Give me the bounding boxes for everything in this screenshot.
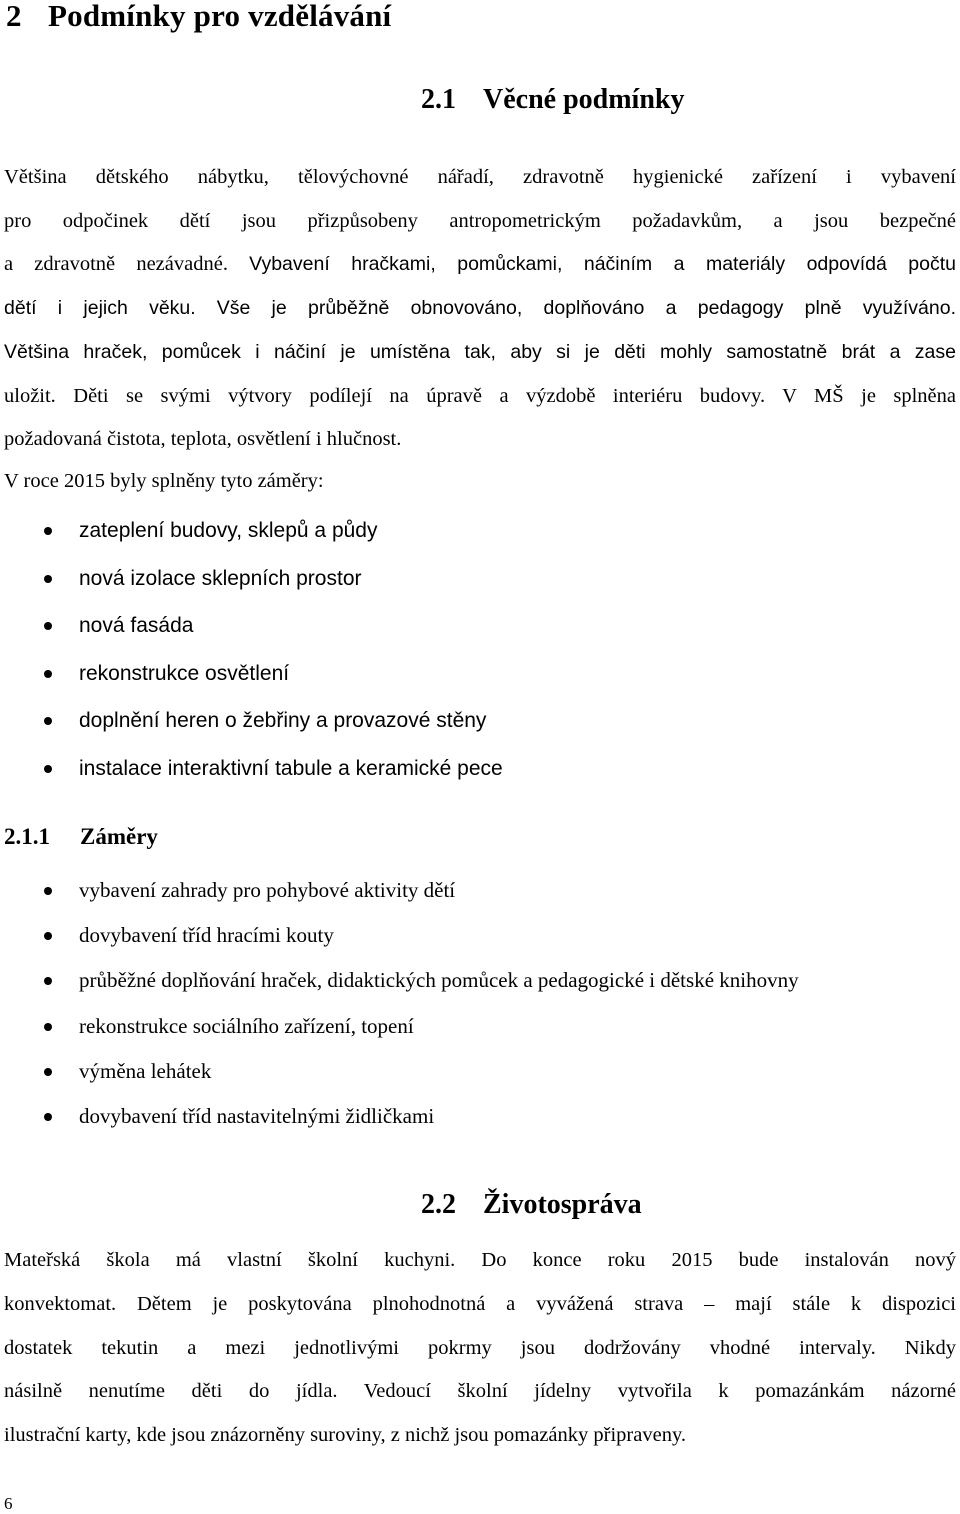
list-item: nová izolace sklepních prostor — [4, 558, 503, 606]
bullet-icon — [44, 575, 52, 583]
bullet-icon — [44, 1113, 52, 1121]
section-number: 2.1 — [421, 84, 456, 115]
paragraph-line: pro odpočinek dětí jsou přizpůsobeny antropometrickým požadavkům, a jsou bezpečné — [4, 210, 956, 232]
section-title: Životospráva — [483, 1189, 642, 1220]
chapter-heading — [6, 0, 391, 34]
list-item: instalace interaktivní tabule a keramické pece — [4, 748, 503, 796]
list-item: dovybavení tříd hracími kouty — [4, 920, 799, 965]
paragraph-line: požadovaná čistota, teplota, osvětlení i hlučnost. — [4, 428, 402, 450]
sentence: Vybavení hračkami, pomůckami, náčiním a materiály odpovídá počtu — [249, 253, 957, 275]
section-title: Věcné podmínky — [483, 84, 685, 115]
list-item: rekonstrukce osvětlení — [4, 653, 503, 701]
sentence: dětí i jejich věku. — [4, 297, 196, 319]
bullet-icon — [44, 622, 52, 630]
paragraph-line: uložit. Děti se svými výtvory podílejí na úpravě a výzdobě interiéru budovy. V MŠ je splněna — [4, 385, 956, 407]
list-item: průběžné doplňování hraček, didaktických pomůcek a pedagogické i dětské knihovny — [4, 965, 799, 1010]
bullet-icon — [44, 977, 52, 985]
list-2015 — [4, 510, 503, 796]
list-intro: V roce 2015 byly splněny tyto záměry: — [4, 470, 324, 492]
list-item: zateplení budovy, sklepů a půdy — [4, 510, 503, 558]
paragraph-line: Většina hraček, pomůcek i náčiní je umístěna tak, aby si je děti mohly samostatně brát a zase — [4, 341, 956, 363]
subsection-number: 2.1.1 — [4, 824, 50, 849]
list-item: vybavení zahrady pro pohybové aktivity dětí — [4, 875, 799, 920]
bullet-icon — [44, 765, 52, 773]
chapter-title: Podmínky pro vzdělávání — [48, 0, 392, 33]
section-heading-2-1 — [421, 84, 684, 116]
chapter-number: 2 — [6, 0, 22, 33]
bullet-icon — [44, 887, 52, 895]
paragraph-line: ilustrační karty, kde jsou znázorněny suroviny, z nichž jsou pomazánky připraveny. — [4, 1424, 686, 1446]
paragraph-line: Mateřská škola má vlastní školní kuchyni. Do konce roku 2015 bude instalován nový — [4, 1249, 956, 1271]
bullet-icon — [44, 717, 52, 725]
section-number: 2.2 — [421, 1189, 456, 1220]
bullet-icon — [44, 670, 52, 678]
list-item: nová fasáda — [4, 605, 503, 653]
paragraph-line — [4, 297, 956, 320]
page-number: 6 — [4, 1494, 13, 1513]
bullet-icon — [44, 1068, 52, 1076]
bullet-icon — [44, 932, 52, 940]
section-heading-2-2 — [421, 1189, 642, 1221]
paragraph-line: konvektomat. Dětem je poskytována plnohodnotná a vyvážená strava – mají stále k dispozici — [4, 1293, 956, 1315]
list-item: výměna lehátek — [4, 1056, 799, 1101]
subsection-title: Záměry — [80, 824, 158, 849]
bullet-icon — [44, 527, 52, 535]
sentence: Vše je průběžně obnovováno, doplňováno a pedagogy plně využíváno. — [216, 297, 957, 319]
paragraph-line: dostatek tekutin a mezi jednotlivými pokrmy jsou dodržovány vhodné intervaly. Nikdy — [4, 1337, 956, 1359]
subsection-heading-2-1-1 — [4, 824, 158, 850]
paragraph-line: Většina dětského nábytku, tělovýchovné nářadí, zdravotně hygienické zařízení i vybavení — [4, 166, 956, 188]
bullet-icon — [44, 1023, 52, 1031]
list-item: dovybavení tříd nastavitelnými židličkami — [4, 1101, 799, 1146]
list-item: doplnění heren o žebřiny a provazové stěny — [4, 700, 503, 748]
paragraph-line: násilně nenutíme děti do jídla. Vedoucí školní jídelny vytvořila k pomazánkám názorné — [4, 1380, 956, 1402]
list-zamery — [4, 875, 799, 1146]
paragraph-line — [4, 253, 956, 276]
sentence: a zdravotně nezávadné. — [4, 253, 228, 275]
list-item: rekonstrukce sociálního zařízení, topení — [4, 1011, 799, 1056]
